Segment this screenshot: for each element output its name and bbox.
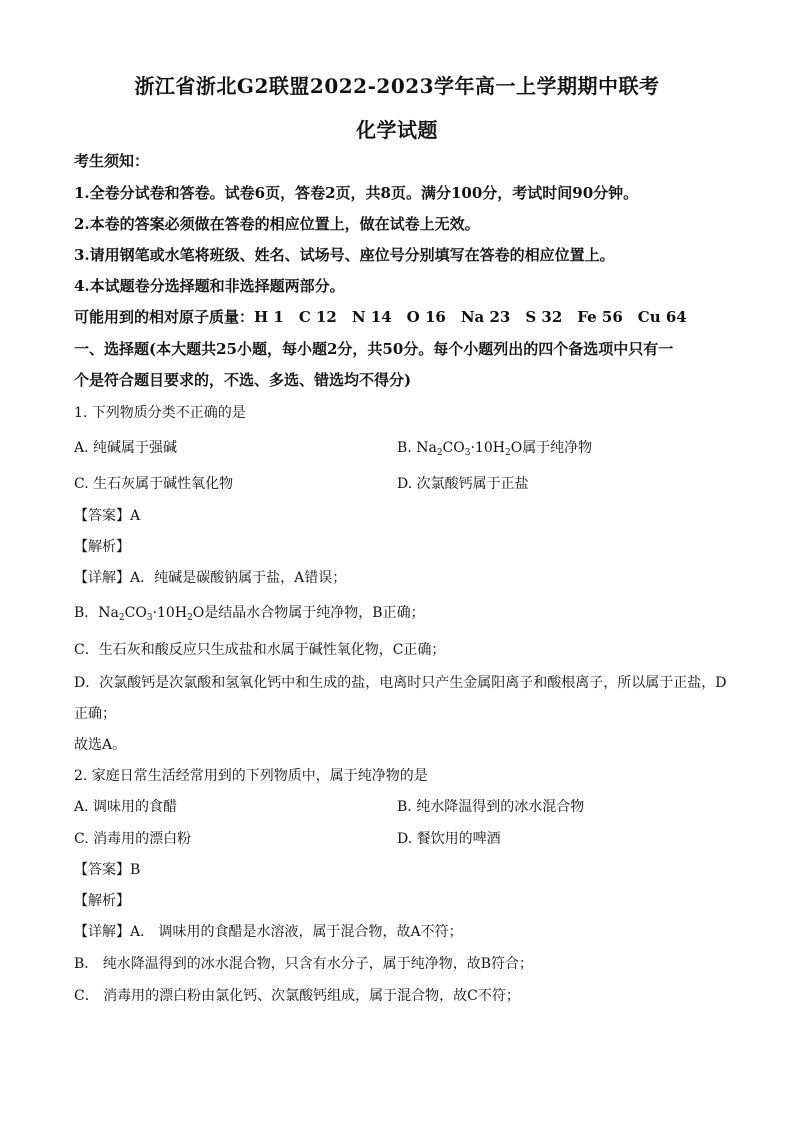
q1-answer: 【答案】A: [74, 508, 141, 524]
q2-option-a: A. 调味用的食醋: [74, 799, 178, 815]
notice-item-2: 2.本卷的答案必须做在答卷的相应位置上，做在试卷上无效。: [74, 215, 480, 233]
q2-option-d: D. 餐饮用的啤酒: [397, 831, 501, 847]
q1-detail-a: 【详解】A．纯碱是碳酸钠属于盐，A错误；: [74, 570, 347, 586]
q1-detail-b: B．$Na_2CO_3\cdot 10H_2O$是结晶水合物属于纯净物，B正确；: [74, 605, 425, 623]
q1-analysis-label: 【解析】: [74, 539, 130, 555]
q2-answer: 【答案】B: [74, 862, 141, 878]
section-heading-line1: 一、选择题(本大题共25小题，每小题2分，共50分。每个小题列出的四个备选项中只有一: [74, 340, 674, 358]
q1-conclusion: 故选A。: [74, 737, 127, 753]
section-heading-line2: 个是符合题目要求的，不选、多选、错选均不得分): [74, 371, 412, 389]
q1-stem: 1. 下列物质分类不正确的是: [74, 405, 246, 421]
notice-item-4: 4.本试题卷分选择题和非选择题两部分。: [74, 277, 345, 295]
exam-subtitle: 化学试题: [356, 118, 438, 142]
q1-detail-d-line1: D．次氯酸钙是次氯酸和氢氧化钙中和生成的盐，电离时只产生金属阳离子和酸根离子，所以属于正盐，D: [74, 675, 727, 691]
q1-option-a: A. 纯碱属于强碱: [74, 440, 178, 456]
q2-detail-b: B． 纯水降温得到的冰水混合物，只含有水分子，属于纯净物，故B符合；: [74, 956, 534, 972]
q1-option-d: D. 次氯酸钙属于正盐: [397, 476, 529, 492]
q1-option-b: B. $Na_2CO_3\cdot 10H_2O$属于纯净物: [397, 440, 593, 458]
q1-detail-d-line2: 正确；: [74, 706, 116, 722]
q2-stem: 2. 家庭日常生活经常用到的下列物质中，属于纯净物的是: [74, 768, 428, 784]
q2-analysis-label: 【解析】: [74, 893, 130, 909]
q2-detail-a: 【详解】A． 调味用的食醋是水溶液，属于混合物，故A不符；: [74, 924, 463, 940]
q2-option-b: B. 纯水降温得到的冰水混合物: [397, 799, 585, 815]
notice-item-3: 3.请用钢笔或水笔将班级、姓名、试场号、座位号分别填写在答卷的相应位置上。: [74, 246, 615, 264]
notice-item-1: 1.全卷分试卷和答卷。试卷6页，答卷2页，共8页。满分100分，考试时间90分钟。: [74, 184, 639, 202]
q1-detail-c: C．生石灰和酸反应只生成盐和水属于碱性氧化物，C正确；: [74, 642, 446, 658]
q2-option-c: C. 消毒用的漂白粉: [74, 831, 192, 847]
notice-heading: 考生须知：: [74, 152, 150, 170]
exam-title: 浙江省浙北G2联盟2022-2023学年高一上学期期中联考: [134, 74, 660, 98]
atomic-masses: 可能用到的相对原子质量：H 1 C 12 N 14 O 16 Na 23 S 32 Fe 56 Cu 64: [74, 308, 687, 326]
q2-detail-c: C． 消毒用的漂白粉由氯化钙、次氯酸钙组成，属于混合物，故C不符；: [74, 988, 520, 1004]
q1-option-c: C. 生石灰属于碱性氧化物: [74, 476, 234, 492]
